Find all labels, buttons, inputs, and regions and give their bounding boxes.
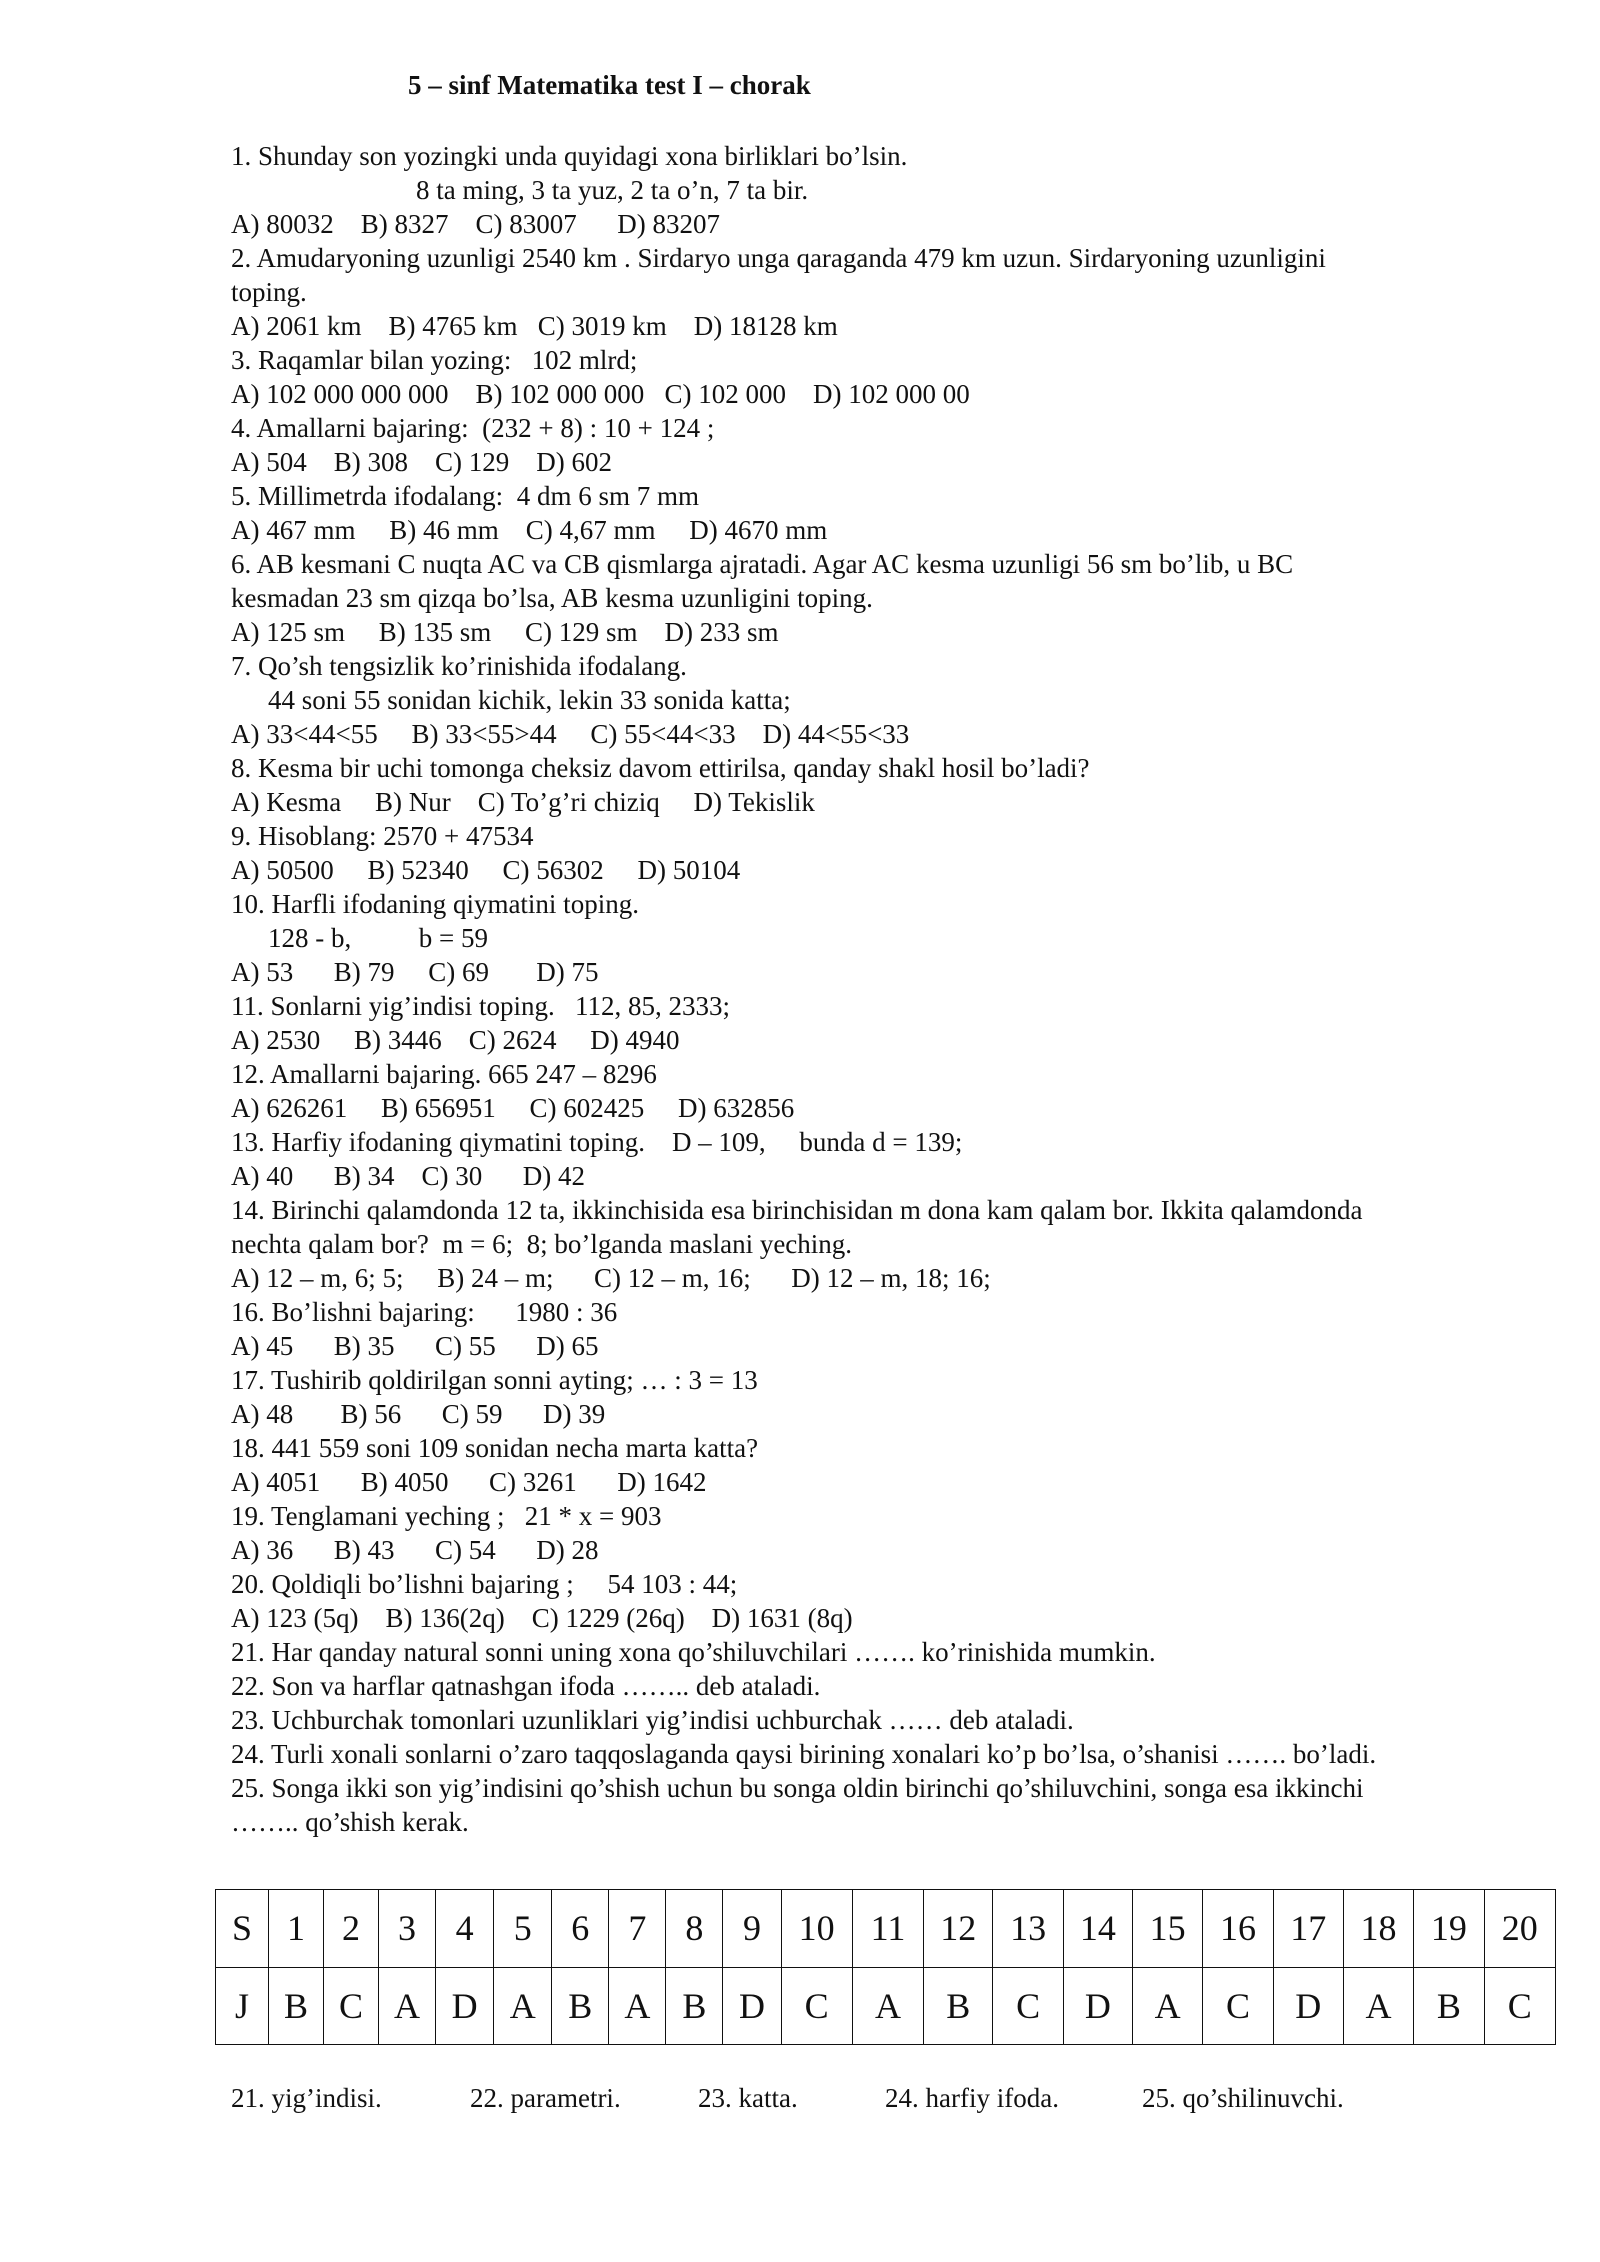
answer-letter-cell: A xyxy=(494,1967,552,2045)
question-number-cell: 3 xyxy=(379,1890,436,1968)
question-line: 24. Turli xonali sonlarni o’zaro taqqoslaganda qaysi birining xonalari ko’p bo’lsa, o’shanisi ……. bo’ladi. xyxy=(231,1739,1377,1769)
question-line: A) 2061 km B) 4765 km C) 3019 km D) 18128 km xyxy=(231,311,838,341)
question-number-cell: 16 xyxy=(1203,1890,1273,1968)
fill-in-answer: 24. harfiy ifoda. xyxy=(885,2083,1059,2113)
page-title: 5 – sinf Matematika test I – chorak xyxy=(408,70,811,100)
question-line: 8. Kesma bir uchi tomonga cheksiz davom ettirilsa, qanday shakl hosil bo’ladi? xyxy=(231,753,1090,783)
answer-letter-cell: D xyxy=(723,1967,781,2045)
question-line: kesmadan 23 sm qizqa bo’lsa, AB kesma uzunligini toping. xyxy=(231,583,873,613)
question-number-cell: 7 xyxy=(609,1890,666,1968)
question-line: 8 ta ming, 3 ta yuz, 2 ta o’n, 7 ta bir. xyxy=(416,175,809,205)
question-line: 19. Tenglamani yeching ; 21 * x = 903 xyxy=(231,1501,662,1531)
answer-letter-cell: J xyxy=(216,1967,269,2045)
question-number-cell: 4 xyxy=(436,1890,494,1968)
question-line: A) 467 mm B) 46 mm C) 4,67 mm D) 4670 mm xyxy=(231,515,828,545)
question-line: A) 504 B) 308 C) 129 D) 602 xyxy=(231,447,612,477)
question-list xyxy=(231,139,1531,1839)
question-line: 128 - b, b = 59 xyxy=(268,923,488,953)
question-number-cell: 10 xyxy=(781,1890,852,1968)
question-line: 4. Amallarni bajaring: (232 + 8) : 10 + 124 ; xyxy=(231,413,715,443)
question-line: 12. Amallarni bajaring. 665 247 – 8296 xyxy=(231,1059,657,1089)
question-line: 9. Hisoblang: 2570 + 47534 xyxy=(231,821,534,851)
answer-letter-cell: A xyxy=(1133,1967,1203,2045)
answer-letter-cell: C xyxy=(1484,1967,1556,2045)
question-number-cell: S xyxy=(216,1890,269,1968)
answer-letter-cell: A xyxy=(609,1967,666,2045)
fill-in-answers xyxy=(0,2081,1600,2115)
question-line: 22. Son va harflar qatnashgan ifoda …….. deb ataladi. xyxy=(231,1671,821,1701)
question-line: 6. AB kesmani C nuqta AC va CB qismlarga ajratadi. Agar AC kesma uzunligi 56 sm bo’lib, u BC xyxy=(231,549,1294,579)
question-line: 14. Birinchi qalamdonda 12 ta, ikkinchisida esa birinchisidan m dona kam qalam bor. Ikkita qalamdonda xyxy=(231,1195,1363,1225)
answer-letter-cell: D xyxy=(1063,1967,1132,2045)
question-line: A) Kesma B) Nur C) To’g’ri chiziq D) Tekislik xyxy=(231,787,815,817)
fill-in-answer: 25. qo’shilinuvchi. xyxy=(1142,2083,1344,2113)
answer-letter-cell: B xyxy=(924,1967,993,2045)
question-number-cell: 9 xyxy=(723,1890,781,1968)
answer-letter-cell: C xyxy=(324,1967,379,2045)
answer-letter-cell: B xyxy=(268,1967,323,2045)
question-line: 16. Bo’lishni bajaring: 1980 : 36 xyxy=(231,1297,618,1327)
question-line: 20. Qoldiqli bo’lishni bajaring ; 54 103 : 44; xyxy=(231,1569,738,1599)
question-number-cell: 5 xyxy=(494,1890,552,1968)
question-number-cell: 13 xyxy=(993,1890,1063,1968)
answer-letter-cell: C xyxy=(993,1967,1063,2045)
question-line: A) 125 sm B) 135 sm C) 129 sm D) 233 sm xyxy=(231,617,779,647)
fill-in-answer: 22. parametri. xyxy=(470,2083,621,2113)
question-line: A) 33<44<55 B) 33<55>44 C) 55<44<33 D) 44<55<33 xyxy=(231,719,910,749)
question-line: A) 102 000 000 000 B) 102 000 000 C) 102 000 D) 102 000 00 xyxy=(231,379,970,409)
question-line: 2. Amudaryoning uzunligi 2540 km . Sirdaryo unga qaraganda 479 km uzun. Sirdaryoning uzunligini xyxy=(231,243,1326,273)
answer-letter-cell: A xyxy=(379,1967,436,2045)
answer-letter-cell: C xyxy=(781,1967,852,2045)
question-number-cell: 18 xyxy=(1343,1890,1413,1968)
question-line: A) 12 – m, 6; 5; B) 24 – m; C) 12 – m, 16; D) 12 – m, 18; 16; xyxy=(231,1263,991,1293)
answer-letter-cell: D xyxy=(436,1967,494,2045)
question-line: 25. Songa ikki son yig’indisini qo’shish uchun bu songa oldin birinchi qo’shiluvchini, songa esa ikkinchi xyxy=(231,1773,1364,1803)
question-line: A) 40 B) 34 C) 30 D) 42 xyxy=(231,1161,585,1191)
question-line: A) 2530 B) 3446 C) 2624 D) 4940 xyxy=(231,1025,680,1055)
question-line: …….. qo’shish kerak. xyxy=(231,1807,469,1837)
question-number-cell: 14 xyxy=(1063,1890,1132,1968)
answer-letter-cell: B xyxy=(666,1967,723,2045)
answer-letter-cell: D xyxy=(1273,1967,1343,2045)
question-line: A) 4051 B) 4050 C) 3261 D) 1642 xyxy=(231,1467,707,1497)
answer-table-answer-row xyxy=(216,1967,1556,2045)
answer-table xyxy=(215,1889,1556,2045)
question-number-cell: 1 xyxy=(268,1890,323,1968)
question-line: 44 soni 55 sonidan kichik, lekin 33 sonida katta; xyxy=(268,685,791,715)
question-line: A) 80032 B) 8327 C) 83007 D) 83207 xyxy=(231,209,720,239)
question-line: A) 45 B) 35 C) 55 D) 65 xyxy=(231,1331,599,1361)
question-line: 11. Sonlarni yig’indisi toping. 112, 85, 2333; xyxy=(231,991,730,1021)
answer-letter-cell: A xyxy=(852,1967,923,2045)
fill-in-answer: 21. yig’indisi. xyxy=(231,2083,382,2113)
question-line: A) 50500 B) 52340 C) 56302 D) 50104 xyxy=(231,855,741,885)
question-number-cell: 19 xyxy=(1414,1890,1484,1968)
question-line: 7. Qo’sh tengsizlik ko’rinishida ifodalang. xyxy=(231,651,687,681)
question-number-cell: 8 xyxy=(666,1890,723,1968)
question-number-cell: 2 xyxy=(324,1890,379,1968)
question-number-cell: 11 xyxy=(852,1890,923,1968)
question-line: 21. Har qanday natural sonni uning xona qo’shiluvchilari ……. ko’rinishida mumkin. xyxy=(231,1637,1156,1667)
question-line: 10. Harfli ifodaning qiymatini toping. xyxy=(231,889,639,919)
question-line: toping. xyxy=(231,277,307,307)
answer-letter-cell: C xyxy=(1203,1967,1273,2045)
question-line: 1. Shunday son yozingki unda quyidagi xona birliklari bo’lsin. xyxy=(231,141,908,171)
question-line: nechta qalam bor? m = 6; 8; bo’lganda maslani yeching. xyxy=(231,1229,853,1259)
question-line: 18. 441 559 soni 109 sonidan necha marta katta? xyxy=(231,1433,759,1463)
answer-letter-cell: A xyxy=(1343,1967,1413,2045)
question-line: 3. Raqamlar bilan yozing: 102 mlrd; xyxy=(231,345,638,375)
question-number-cell: 6 xyxy=(552,1890,609,1968)
answer-letter-cell: B xyxy=(552,1967,609,2045)
question-line: A) 53 B) 79 C) 69 D) 75 xyxy=(231,957,599,987)
question-line: A) 123 (5q) B) 136(2q) C) 1229 (26q) D) 1631 (8q) xyxy=(231,1603,853,1633)
question-number-cell: 12 xyxy=(924,1890,993,1968)
fill-in-answer: 23. katta. xyxy=(698,2083,798,2113)
question-line: 23. Uchburchak tomonlari uzunliklari yig’indisi uchburchak …… deb ataladi. xyxy=(231,1705,1074,1735)
question-line: 13. Harfiy ifodaning qiymatini toping. D – 109, bunda d = 139; xyxy=(231,1127,963,1157)
question-line: A) 36 B) 43 C) 54 D) 28 xyxy=(231,1535,599,1565)
answer-letter-cell: B xyxy=(1414,1967,1484,2045)
answer-table-header-row xyxy=(216,1890,1556,1968)
question-line: A) 48 B) 56 C) 59 D) 39 xyxy=(231,1399,606,1429)
question-number-cell: 15 xyxy=(1133,1890,1203,1968)
question-number-cell: 20 xyxy=(1484,1890,1556,1968)
question-line: 17. Tushirib qoldirilgan sonni ayting; … : 3 = 13 xyxy=(231,1365,758,1395)
question-line: A) 626261 B) 656951 C) 602425 D) 632856 xyxy=(231,1093,795,1123)
question-line: 5. Millimetrda ifodalang: 4 dm 6 sm 7 mm xyxy=(231,481,699,511)
question-number-cell: 17 xyxy=(1273,1890,1343,1968)
